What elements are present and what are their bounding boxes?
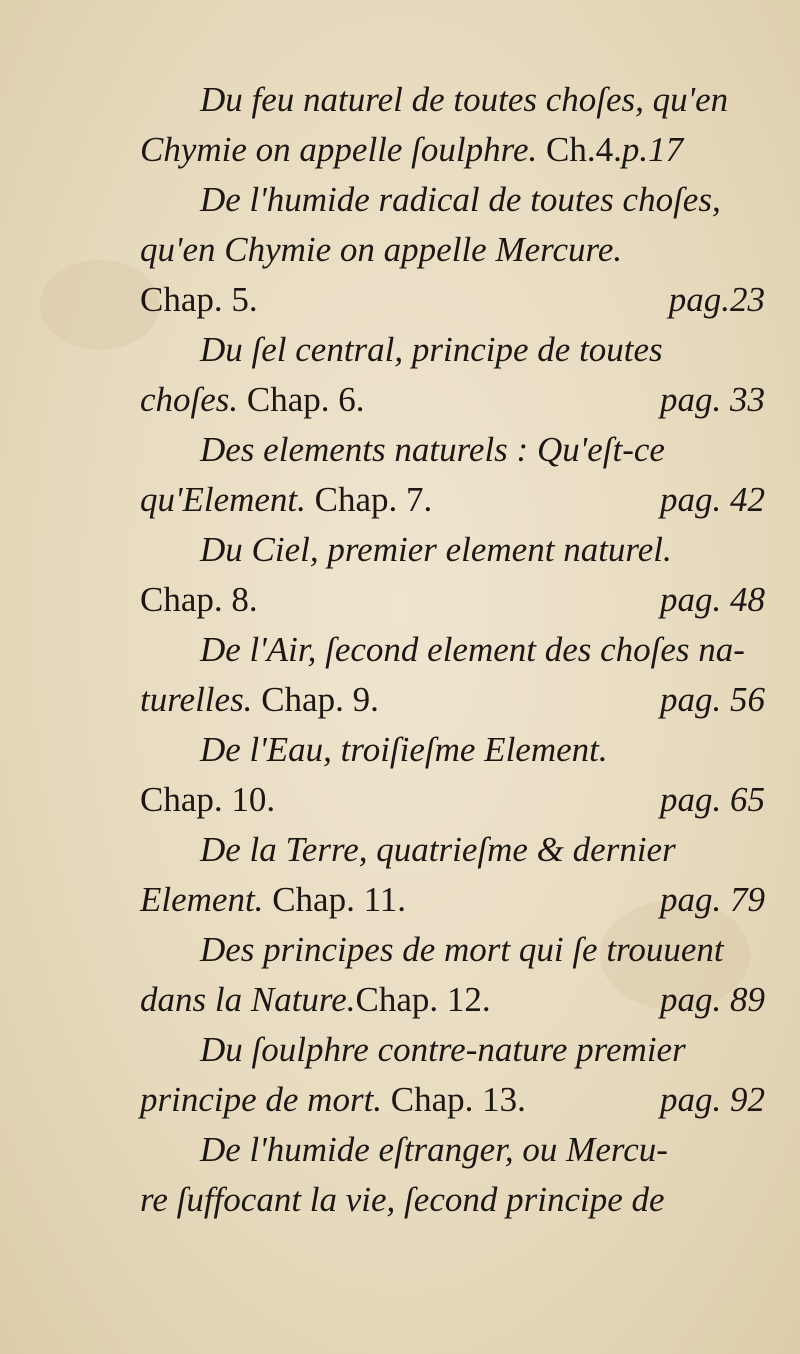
- entry-1-line-2: Chymie on appelle ſoulphre. Ch.4.p.17: [140, 130, 684, 169]
- entry-5-line-2: Chap. 8. pag. 48: [140, 580, 765, 619]
- entry-6-line-1: De l'Air, ſecond element des choſes na-: [200, 630, 745, 669]
- entry-2-line-2: qu'en Chymie on appelle Mercure.: [140, 230, 623, 269]
- entry-9-line-2: dans la Nature.Chap. 12. pag. 89: [140, 980, 765, 1019]
- entry-2-line-3: Chap. 5. pag.23: [140, 280, 765, 319]
- entry-9-line-1: Des principes de mort qui ſe trouuent: [200, 930, 724, 969]
- entry-1-line-1: Du feu naturel de toutes choſes, qu'en: [200, 80, 729, 119]
- entry-8-line-1: De la Terre, quatrieſme & dernier: [200, 830, 676, 869]
- entry-2-line-1: De l'humide radical de toutes choſes,: [200, 180, 721, 219]
- entry-7-line-1: De l'Eau, troiſieſme Element.: [200, 730, 608, 769]
- entry-5-line-1: Du Ciel, premier element naturel.: [200, 530, 672, 569]
- entry-8-line-2: Element. Chap. 11. pag. 79: [140, 880, 765, 919]
- entry-4-line-1: Des elements naturels : Qu'eſt-ce: [200, 430, 665, 469]
- entry-7-line-2: Chap. 10. pag. 65: [140, 780, 765, 819]
- entry-11-line-1: De l'humide eſtranger, ou Mercu-: [200, 1130, 668, 1169]
- entry-3-line-2: choſes. Chap. 6. pag. 33: [140, 380, 765, 419]
- entry-11-line-2: re ſuffocant la vie, ſecond principe de: [140, 1180, 665, 1219]
- entry-4-line-2: qu'Element. Chap. 7. pag. 42: [140, 480, 765, 519]
- entry-6-line-2: turelles. Chap. 9. pag. 56: [140, 680, 765, 719]
- entry-10-line-1: Du ſoulphre contre-nature premier: [200, 1030, 686, 1069]
- entry-3-line-1: Du ſel central, principe de toutes: [200, 330, 663, 369]
- entry-10-line-2: principe de mort. Chap. 13. pag. 92: [140, 1080, 765, 1119]
